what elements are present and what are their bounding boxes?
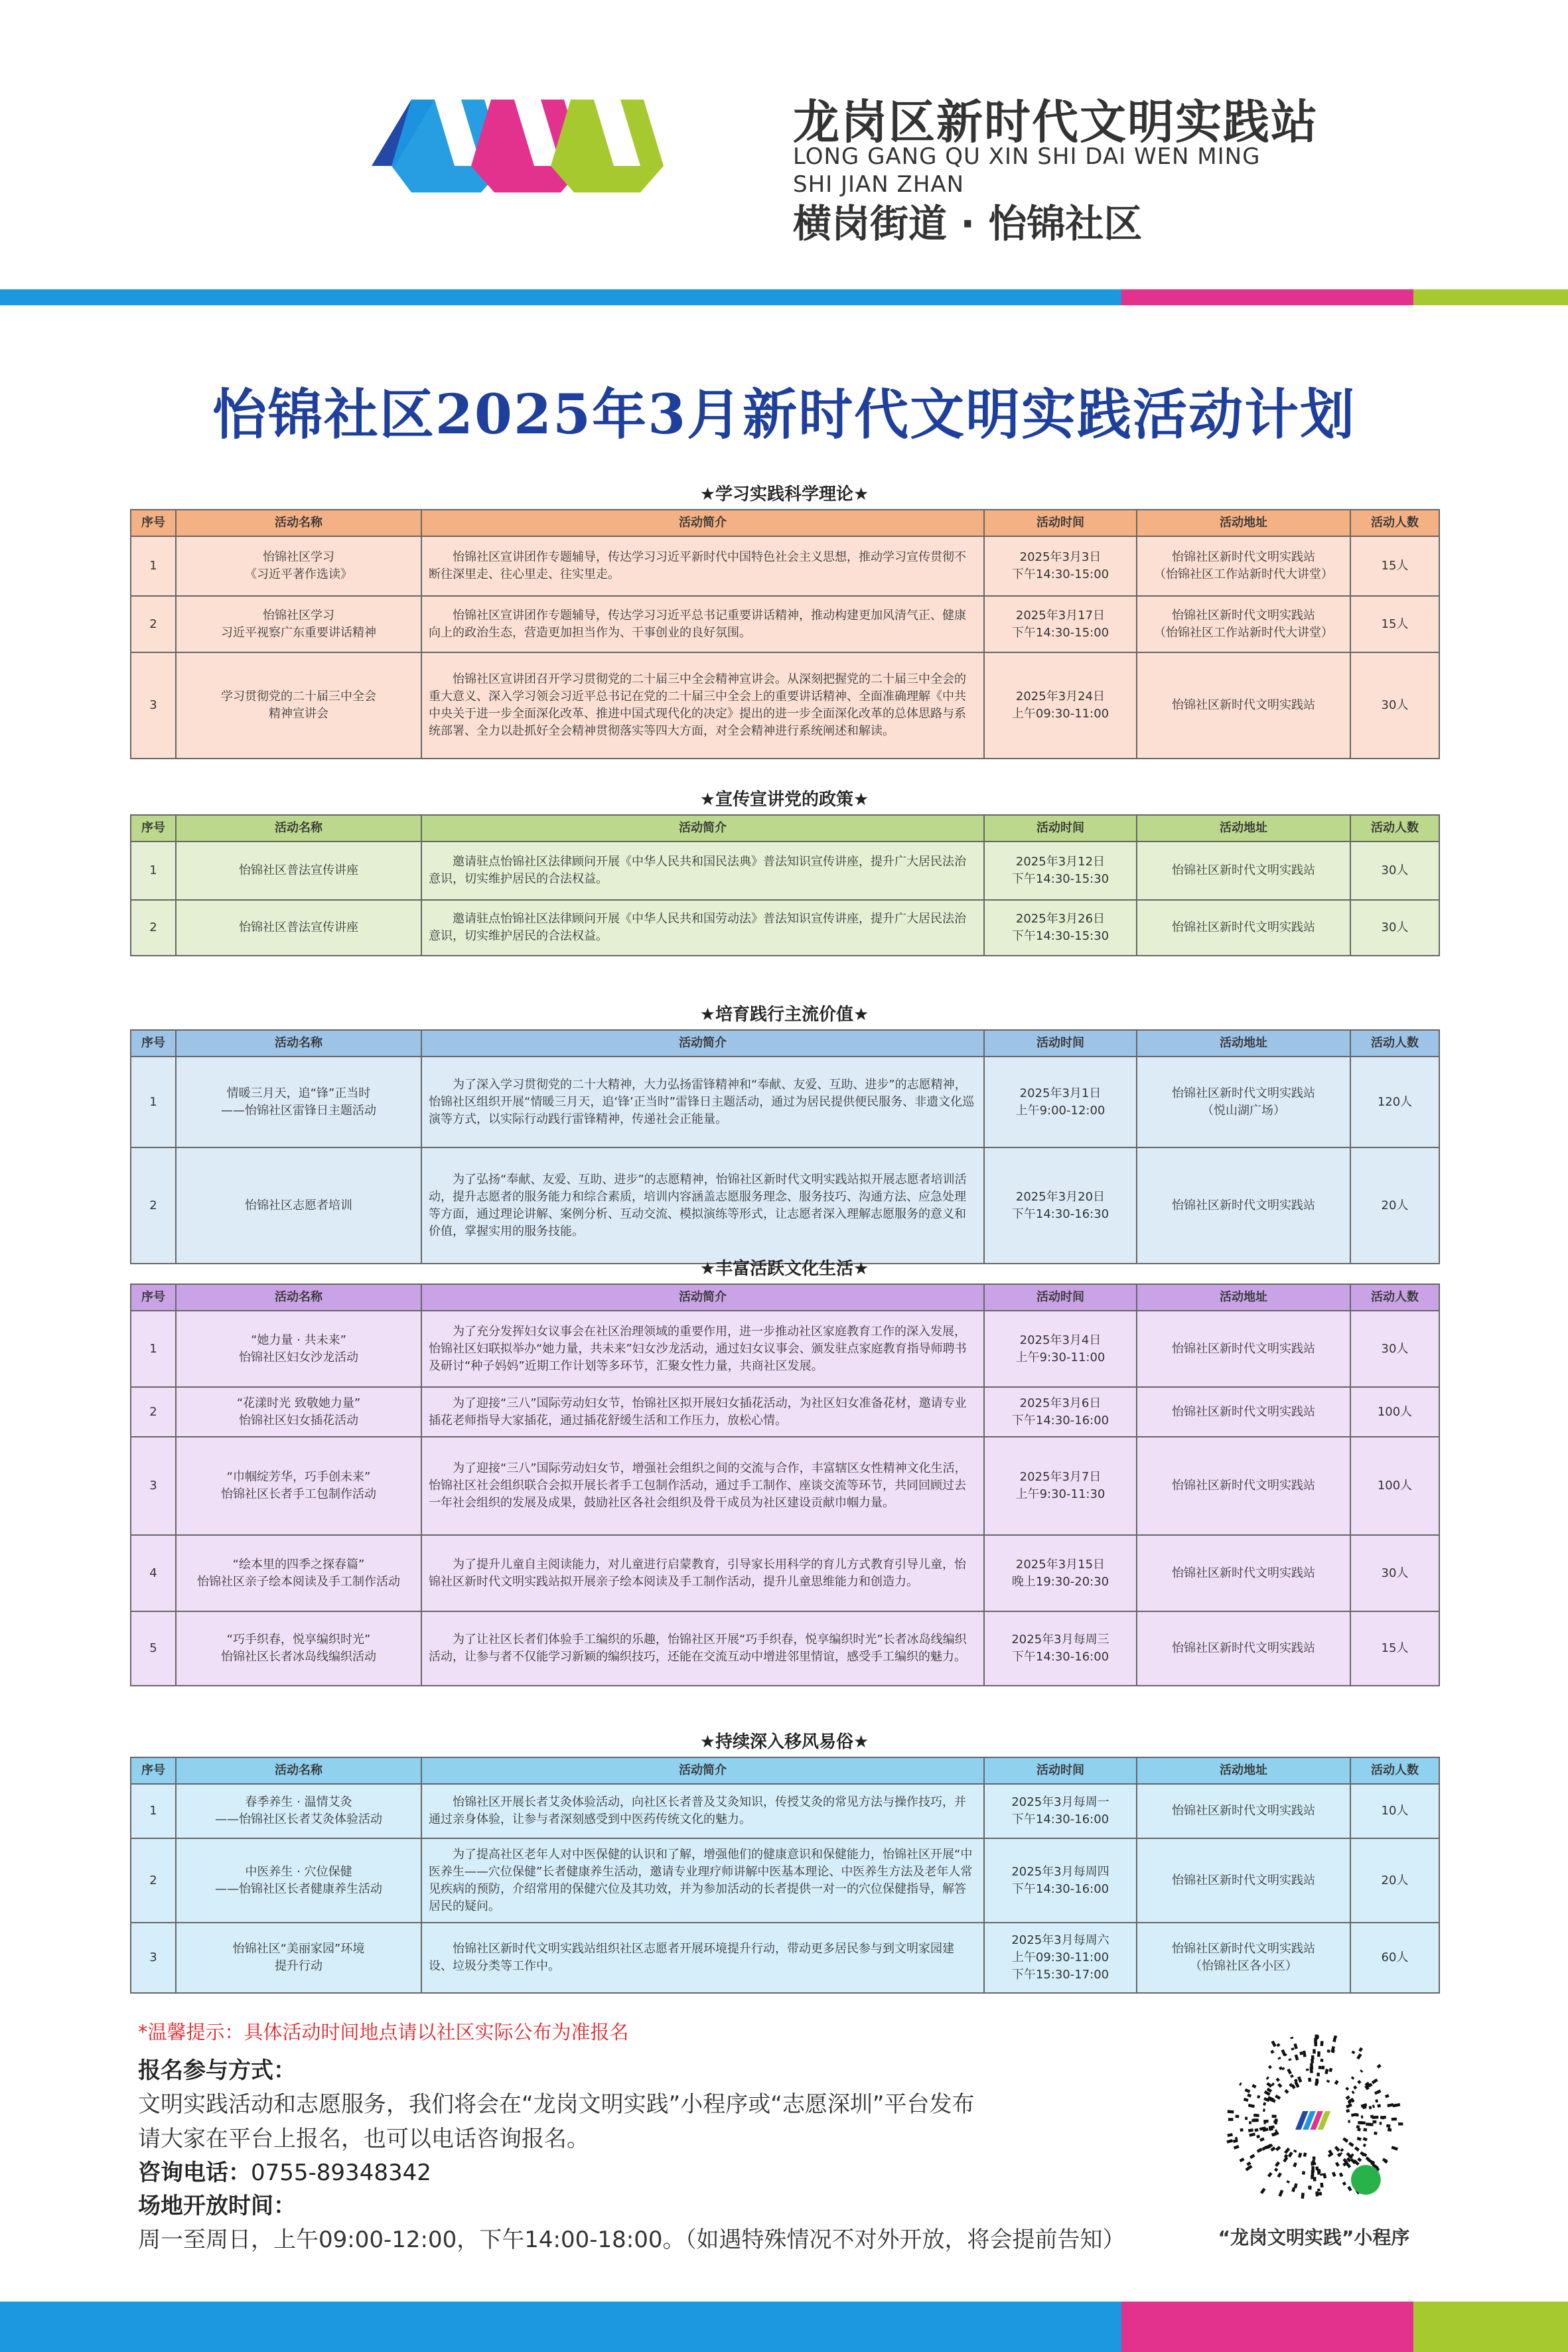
phone-line <box>138 2156 1133 2189</box>
cell-name: “花漾时光 致敬她力量” 怡锦社区妇女插花活动 <box>176 1387 421 1437</box>
cell-desc: 为了提高社区老年人对中医保健的认识和了解，增强他们的健康意识和保健能力，怡锦社区开展“中医养生——穴位保健”长者健康养生活动，邀请专业理疗师讲解中医基本理论、中医养生方法及老年人常见疾病的预防，介绍常用的保健穴位及其功效，并为参加活动的长者提供一对一的穴位保健指导，解答居民的疑问。 <box>421 1838 984 1923</box>
table-header-row <box>131 510 1439 536</box>
cell-place: 怡锦社区新时代文明实践站 （怡锦社区工作站新时代大讲堂） <box>1137 596 1350 652</box>
signup-line-1: 文明实践活动和志愿服务，我们将会在“龙岗文明实践”小程序或“志愿深圳”平台发布 <box>138 2091 975 2118</box>
table-row <box>131 596 1439 652</box>
brand-subtitle: 横岗街道 · 怡锦社区 <box>793 201 1143 246</box>
cell-no: 1 <box>131 536 176 596</box>
column-header: 活动人数 <box>1350 1030 1439 1057</box>
phone-label: 咨询电话： <box>138 2160 251 2186</box>
cell-no: 1 <box>131 1784 176 1838</box>
cell-name: “她力量 · 共未来” 怡锦社区妇女沙龙活动 <box>176 1311 421 1387</box>
cell-desc: 为了迎接“三八”国际劳动妇女节，怡锦社区拟开展妇女插花活动，为社区妇女准备花材，邀请专业插花老师指导大家插花，通过插花舒缓生活和工作压力，放松心情。 <box>421 1387 984 1437</box>
table-header-row <box>131 1030 1439 1057</box>
activity-table <box>130 814 1440 956</box>
cell-place: 怡锦社区新时代文明实践站 <box>1137 1838 1350 1923</box>
cell-count: 10人 <box>1350 1784 1439 1838</box>
column-header: 活动简介 <box>421 510 984 536</box>
cell-time: 2025年3月12日 下午14:30-15:30 <box>984 842 1137 900</box>
table-row <box>131 536 1439 596</box>
cell-desc: 为了充分发挥妇女议事会在社区治理领域的重要作用，进一步推动社区家庭教育工作的深入发展，怡锦社区妇联拟举办“她力量，共未来”妇女沙龙活动，通过妇女议事会、颁发驻点家庭教育指导师聘书及研讨“种子妈妈”近期工作计划等多环节，汇聚女性力量，共商社区发展。 <box>421 1311 984 1387</box>
cell-count: 100人 <box>1350 1437 1439 1535</box>
cell-desc: 怡锦社区宣讲团作专题辅导，传达学习习近平新时代中国特色社会主义思想，推动学习宣传贯彻不断往深里走、往心里走、往实里走。 <box>421 536 984 596</box>
cell-desc: 为了提升儿童自主阅读能力，对儿童进行启蒙教育，引导家长用科学的育儿方式教育引导儿童，怡锦社区新时代文明实践站拟开展亲子绘本阅读及手工制作活动，提升儿童思维能力和创造力。 <box>421 1535 984 1611</box>
qr-caption: “龙岗文明实践”小程序 <box>1218 2227 1410 2248</box>
column-header: 活动简介 <box>421 1284 984 1311</box>
brand-pinyin <box>793 143 1260 198</box>
column-header: 活动简介 <box>421 1030 984 1057</box>
cell-place: 怡锦社区新时代文明实践站 <box>1137 1147 1350 1264</box>
cell-no: 2 <box>131 1838 176 1923</box>
warm-tip: *温馨提示：具体活动时间地点请以社区实际公布为准报名 <box>138 2021 629 2043</box>
cell-desc: 邀请驻点怡锦社区法律顾问开展《中华人民共和国民法典》普法知识宣传讲座，提升广大居民法治意识，切实维护居民的合法权益。 <box>421 842 984 900</box>
cell-time: 2025年3月每周三 下午14:30-16:00 <box>984 1611 1137 1686</box>
column-header: 活动时间 <box>984 1030 1137 1057</box>
table-row <box>131 1387 1439 1437</box>
cell-count: 30人 <box>1350 1535 1439 1611</box>
column-header: 活动时间 <box>984 1284 1137 1311</box>
phone-number: 0755-89348342 <box>251 2160 431 2186</box>
section-title: ★学习实践科学理论★ <box>699 484 869 504</box>
cell-desc: 怡锦社区宣讲团召开学习贯彻党的二十届三中全会精神宣讲会。从深刻把握党的二十届三中全会的重大意义、深入学习领会习近平总书记在党的二十届三中全会上的重要讲话精神、全面准确理解《中共中央关于进一步全面深化改革、推进中国式现代化的决定》提出的进一步全面深化改革的总体思路与系统部署、全力以赴抓好全会精神贯彻落实等四大方面，对全会精神进行系统阐述和解读。 <box>421 652 984 759</box>
cell-time: 2025年3月3日 下午14:30-15:00 <box>984 536 1137 596</box>
table-row <box>131 1611 1439 1686</box>
cell-no: 5 <box>131 1611 176 1686</box>
cell-name: 怡锦社区普法宣传讲座 <box>176 900 421 956</box>
cell-count: 15人 <box>1350 1611 1439 1686</box>
column-header: 活动简介 <box>421 1757 984 1784</box>
signup-heading: 报名参与方式： <box>138 2057 296 2084</box>
cell-desc: 为了让社区长者们体验手工编织的乐趣，怡锦社区开展“巧手织春，悦享编织时光”长者冰岛线编织活动，让参与者不仅能学习新颖的编织技巧，还能在交流互动中增进邻里情谊，感受手工编织的魅力。 <box>421 1611 984 1686</box>
cell-time: 2025年3月6日 下午14:30-16:00 <box>984 1387 1137 1437</box>
table-row <box>131 900 1439 956</box>
cell-desc: 为了弘扬“奉献、友爱、互助、进步”的志愿精神，怡锦社区新时代文明实践站拟开展志愿者培训活动，提升志愿者的服务能力和综合素质，培训内容涵盖志愿服务理念、服务技巧、沟通方法、应急处理等方面，通过理论讲解、案例分析、互动交流、模拟演练等形式，让志愿者深入理解志愿服务的意义和价值，掌握实用的服务技能。 <box>421 1147 984 1264</box>
column-header: 活动名称 <box>176 1030 421 1057</box>
section-title: ★培育践行主流价值★ <box>699 1005 869 1025</box>
cell-place: 怡锦社区新时代文明实践站 <box>1137 652 1350 759</box>
column-header: 序号 <box>131 510 176 536</box>
cell-time: 2025年3月每周一 下午14:30-16:00 <box>984 1784 1137 1838</box>
cell-time: 2025年3月26日 下午14:30-15:30 <box>984 900 1137 956</box>
column-header: 活动地址 <box>1137 1757 1350 1784</box>
table-row <box>131 1784 1439 1838</box>
cell-no: 1 <box>131 842 176 900</box>
column-header: 活动名称 <box>176 1757 421 1784</box>
cell-place: 怡锦社区新时代文明实践站 （悦山湖广场） <box>1137 1057 1350 1147</box>
cell-count: 30人 <box>1350 652 1439 759</box>
activity-section <box>130 1000 1439 1264</box>
cell-place: 怡锦社区新时代文明实践站 <box>1137 1311 1350 1387</box>
cell-name: 怡锦社区普法宣传讲座 <box>176 842 421 900</box>
cell-no: 2 <box>131 1147 176 1264</box>
cell-count: 100人 <box>1350 1387 1439 1437</box>
cell-time: 2025年3月每周六 上午09:30-11:00 下午15:30-17:00 <box>984 1923 1137 1993</box>
table-row <box>131 1923 1439 1993</box>
cell-name: 情暖三月天，追“锋”正当时 ——怡锦社区雷锋日主题活动 <box>176 1057 421 1147</box>
column-header: 活动名称 <box>176 1284 421 1311</box>
cell-desc: 怡锦社区宣讲团作专题辅导，传达学习习近平总书记重要讲话精神，推动构建更加风清气正、健康向上的政治生态，营造更加担当作为、干事创业的良好氛围。 <box>421 596 984 652</box>
activity-table <box>130 1757 1440 1994</box>
cell-no: 3 <box>131 1923 176 1993</box>
cell-no: 2 <box>131 596 176 652</box>
cell-no: 4 <box>131 1535 176 1611</box>
activity-section <box>130 1727 1439 1994</box>
column-header: 活动人数 <box>1350 815 1439 842</box>
column-header: 序号 <box>131 1030 176 1057</box>
cell-place: 怡锦社区新时代文明实践站 <box>1137 1535 1350 1611</box>
cell-count: 30人 <box>1350 842 1439 900</box>
brand-pinyin-line1: LONG GANG QU XIN SHI DAI WEN MING <box>793 143 1261 170</box>
header <box>0 0 1568 285</box>
cell-place: 怡锦社区新时代文明实践站 <box>1137 842 1350 900</box>
cell-count: 30人 <box>1350 900 1439 956</box>
footer-info <box>138 2018 1133 2257</box>
cell-place: 怡锦社区新时代文明实践站 <box>1137 900 1350 956</box>
cell-name: 中医养生 · 穴位保健 ——怡锦社区长者健康养生活动 <box>176 1838 421 1923</box>
table-row <box>131 1535 1439 1611</box>
column-header: 活动时间 <box>984 815 1137 842</box>
column-header: 活动地址 <box>1137 1030 1350 1057</box>
brand-name: 龙岗区新时代文明实践站 <box>793 95 1319 149</box>
cell-count: 30人 <box>1350 1311 1439 1387</box>
cell-time: 2025年3月4日 上午9:30-11:00 <box>984 1311 1137 1387</box>
top-color-stripe <box>0 289 1568 305</box>
cell-name: “巾帼绽芳华，巧手创未来” 怡锦社区长者手工包制作活动 <box>176 1437 421 1535</box>
cell-name: 春季养生 · 温情艾灸 ——怡锦社区长者艾灸体验活动 <box>176 1784 421 1838</box>
column-header: 序号 <box>131 815 176 842</box>
cell-place: 怡锦社区新时代文明实践站 （怡锦社区工作站新时代大讲堂） <box>1137 536 1350 596</box>
table-header-row <box>131 1757 1439 1784</box>
hours-text: 周一至周日，上午09:00-12:00，下午14:00-18:00。（如遇特殊情况不对外开放，将会提前告知） <box>138 2227 1125 2253</box>
cell-desc: 为了深入学习贯彻党的二十大精神，大力弘扬雷锋精神和“奉献、友爱、互助、进步”的志愿精神，怡锦社区组织开展“情暖三月天，追‘锋’正当时”雷锋日主题活动，通过为居民提供便民服务、非遗文化巡演等方式，以实际行动践行雷锋精神，传递社会正能量。 <box>421 1057 984 1147</box>
column-header: 活动名称 <box>176 815 421 842</box>
column-header: 活动名称 <box>176 510 421 536</box>
cell-count: 60人 <box>1350 1923 1439 1993</box>
column-header: 活动地址 <box>1137 1284 1350 1311</box>
cell-place: 怡锦社区新时代文明实践站 <box>1137 1784 1350 1838</box>
section-title: ★丰富活跃文化生活★ <box>699 1259 869 1279</box>
cell-name: 怡锦社区“美丽家园”环境 提升行动 <box>176 1923 421 1993</box>
column-header: 活动人数 <box>1350 1284 1439 1311</box>
table-row <box>131 1311 1439 1387</box>
activity-table <box>130 509 1440 759</box>
cell-no: 2 <box>131 1387 176 1437</box>
activity-section <box>130 1254 1439 1686</box>
activity-table <box>130 1029 1440 1264</box>
cell-no: 3 <box>131 652 176 759</box>
column-header: 活动地址 <box>1137 815 1350 842</box>
column-header: 序号 <box>131 1284 176 1311</box>
cell-no: 1 <box>131 1057 176 1147</box>
column-header: 活动简介 <box>421 815 984 842</box>
brand-pinyin-line2: SHI JIAN ZHAN <box>793 171 965 198</box>
cell-time: 2025年3月17日 下午14:30-15:00 <box>984 596 1137 652</box>
table-row <box>131 652 1439 759</box>
table-row <box>131 1437 1439 1535</box>
cell-no: 1 <box>131 1311 176 1387</box>
column-header: 序号 <box>131 1757 176 1784</box>
column-header: 活动人数 <box>1350 510 1439 536</box>
column-header: 活动地址 <box>1137 510 1350 536</box>
brand-logo-icon <box>372 66 770 212</box>
table-row <box>131 1838 1439 1923</box>
column-header: 活动时间 <box>984 1757 1137 1784</box>
cell-desc: 邀请驻点怡锦社区法律顾问开展《中华人民共和国劳动法》普法知识宣传讲座，提升广大居民法治意识，切实维护居民的合法权益。 <box>421 900 984 956</box>
cell-name: 学习贯彻党的二十届三中全会 精神宣讲会 <box>176 652 421 759</box>
cell-count: 15人 <box>1350 596 1439 652</box>
cell-place: 怡锦社区新时代文明实践站 <box>1137 1611 1350 1686</box>
table-row <box>131 1147 1439 1264</box>
cell-place: 怡锦社区新时代文明实践站 （怡锦社区各小区） <box>1137 1923 1350 1993</box>
table-row <box>131 842 1439 900</box>
activity-section <box>130 785 1439 956</box>
hours-heading: 场地开放时间： <box>138 2193 296 2219</box>
table-header-row <box>131 815 1439 842</box>
cell-time: 2025年3月20日 下午14:30-16:30 <box>984 1147 1137 1264</box>
cell-place: 怡锦社区新时代文明实践站 <box>1137 1387 1350 1437</box>
cell-no: 3 <box>131 1437 176 1535</box>
cell-count: 20人 <box>1350 1838 1439 1923</box>
mini-program-qr-code-icon[interactable] <box>1221 2027 1407 2213</box>
column-header: 活动时间 <box>984 510 1137 536</box>
cell-name: “巧手织春，悦享编织时光” 怡锦社区长者冰岛线编织活动 <box>176 1611 421 1686</box>
cell-name: “绘本里的四季之探春篇” 怡锦社区亲子绘本阅读及手工制作活动 <box>176 1535 421 1611</box>
cell-name: 怡锦社区学习 习近平视察广东重要讲话精神 <box>176 596 421 652</box>
section-title: ★持续深入移风易俗★ <box>699 1732 869 1752</box>
cell-desc: 为了迎接“三八”国际劳动妇女节，增强社会组织之间的交流与合作，丰富辖区女性精神文化生活，怡锦社区社会组织联合会拟开展长者手工包制作活动，通过手工制作、座谈交流等环节，共同回顾过去一年社会组织的发展及成果，鼓励社区各社会组织及骨干成员为社区建设贡献巾帼力量。 <box>421 1437 984 1535</box>
signup-line-2: 请大家在平台上报名，也可以电话咨询报名。 <box>138 2126 589 2152</box>
cell-time: 2025年3月15日 晚上19:30-20:30 <box>984 1535 1137 1611</box>
table-row <box>131 1057 1439 1147</box>
table-header-row <box>131 1284 1439 1311</box>
cell-time: 2025年3月每周四 下午14:30-16:00 <box>984 1838 1137 1923</box>
activity-table <box>130 1284 1440 1686</box>
cell-time: 2025年3月24日 上午09:30-11:00 <box>984 652 1137 759</box>
page-title: 怡锦社区2025年3月新时代文明实践活动计划 <box>212 383 1356 447</box>
section-title: ★宣传宣讲党的政策★ <box>699 790 869 810</box>
cell-name: 怡锦社区学习 《习近平著作选读》 <box>176 536 421 596</box>
cell-time: 2025年3月7日 上午9:30-11:30 <box>984 1437 1137 1535</box>
cell-count: 120人 <box>1350 1057 1439 1147</box>
cell-place: 怡锦社区新时代文明实践站 <box>1137 1437 1350 1535</box>
cell-time: 2025年3月1日 上午9:00-12:00 <box>984 1057 1137 1147</box>
activity-section <box>130 480 1439 759</box>
cell-no: 2 <box>131 900 176 956</box>
column-header: 活动人数 <box>1350 1757 1439 1784</box>
cell-desc: 怡锦社区开展长者艾灸体验活动，向社区长者普及艾灸知识，传授艾灸的常见方法与操作技巧，并通过亲身体验，让参与者深刻感受到中医药传统文化的魅力。 <box>421 1784 984 1838</box>
cell-name: 怡锦社区志愿者培训 <box>176 1147 421 1264</box>
bottom-color-stripe <box>0 2302 1568 2352</box>
cell-count: 20人 <box>1350 1147 1439 1264</box>
cell-count: 15人 <box>1350 536 1439 596</box>
cell-desc: 怡锦社区新时代文明实践站组织社区志愿者开展环境提升行动，带动更多居民参与到文明家园建设、垃圾分类等工作中。 <box>421 1923 984 1993</box>
